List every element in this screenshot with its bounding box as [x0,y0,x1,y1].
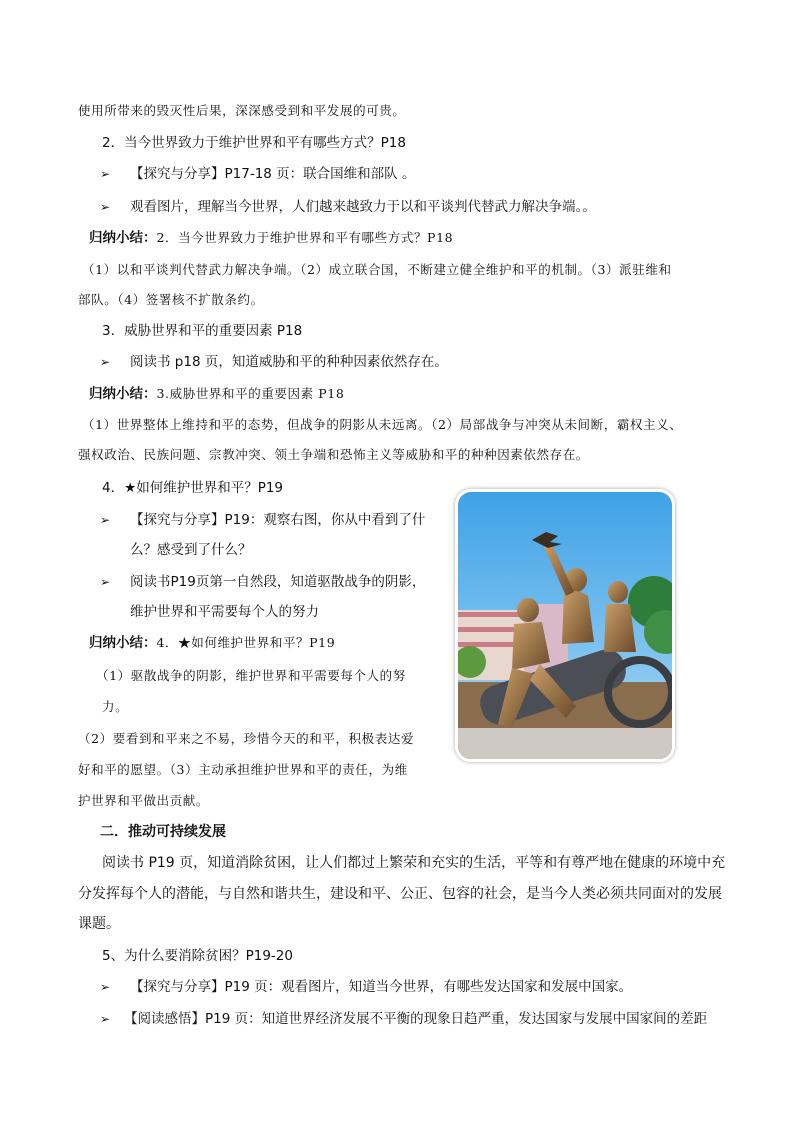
summary-line [89,633,335,653]
section-heading: 二．推动可持续发展 [100,824,226,840]
text-line: 使用所带来的毁灭性后果，深深感受到和平发展的可贵。 [78,103,406,118]
text-line: 阅读书 P19 页，知道消除贫困，让人们都过上繁荣和充实的生活，平等和有尊严地在健康的环境中充 [102,855,726,871]
question-heading: 4．★如何维护世界和平？P19 [102,480,284,496]
summary-title: 3.威胁世界和平的重要因素 P18 [156,386,345,401]
summary-title: 4．★如何维护世界和平？P19 [156,635,336,650]
text-line: 好和平的愿望。（3）主动承担维护世界和平的责任，为维 [78,762,408,777]
bullet-arrow-icon: ➢ [100,513,111,527]
bullet-arrow-icon: ➢ [100,980,111,994]
text-line: （1）驱散战争的阴影，维护世界和平需要每个人的努 [96,668,406,683]
text-line: 观看图片，理解当今世界，人们越来越致力于以和平谈判代替武力解决争端。。 [130,199,596,215]
text-line: （1）以和平谈判代替武力解决争端。（2）成立联合国，不断建立健全维护和平的机制。（3）派驻维和 [82,262,672,277]
text-line: 分发挥每个人的潜能，与自然和谐共生，建设和平、公正、包容的社会，是当今人类必须共同面对的发展 [78,886,722,902]
text-line: （2）要看到和平来之不易，珍惜今天的和平，积极表达爱 [78,731,415,746]
text-line: 课题。 [78,916,120,932]
question-heading: 2．当今世界致力于维护世界和平有哪些方式？P18 [102,135,406,151]
bullet-arrow-icon: ➢ [100,167,111,181]
peace-statue-photo [455,489,675,762]
summary-title: 2．当今世界致力于维护世界和平有哪些方式？P18 [156,230,454,245]
text-line: 【阅读感悟】P19 页：知道世界经济发展不平衡的现象日趋严重，发达国家与发展中国家间的差距 [124,1011,708,1027]
summary-label: 归纳小结： [89,635,157,651]
bullet-arrow-icon: ➢ [100,1012,111,1026]
summary-line [89,228,453,248]
text-line: 强权政治、民族问题、宗教冲突、领土争端和恐怖主义等威胁和平的种种因素依然存在。 [78,447,589,462]
text-line: 维护世界和平需要每个人的努力 [130,604,319,620]
text-line: 部队。（4）签署核不扩散条约。 [78,292,264,307]
text-line: 力。 [102,699,129,714]
summary-line [89,384,344,404]
summary-label: 归纳小结： [89,230,157,246]
bullet-arrow-icon: ➢ [100,355,111,369]
text-line: 护世界和平做出贡献。 [78,793,210,808]
text-line: 阅读书 p18 页，知道威胁和平的种种因素依然存在。 [130,354,448,370]
bullet-arrow-icon: ➢ [100,575,111,589]
text-line: 么？感受到了什么？ [130,542,252,558]
text-line: 【探究与分享】P19 页：观看图片，知道当今世界，有哪些发达国家和发展中国家。 [130,979,633,995]
summary-label: 归纳小结： [89,386,157,402]
text-line: （1）世界整体上维持和平的态势，但战争的阴影从未远离。（2）局部战争与冲突从未间断，霸权主义、 [82,417,683,432]
text-line: 【探究与分享】P19：观察右图，你从中看到了什 [130,512,426,528]
bullet-arrow-icon: ➢ [100,200,111,214]
question-heading: 3．威胁世界和平的重要因素 P18 [102,323,303,339]
statue-illustration [458,492,672,759]
text-line: 阅读书P19页第一自然段，知道驱散战争的阴影， [130,574,426,590]
text-line: 【探究与分享】P17-18 页：联合国维和部队 。 [130,166,416,182]
question-heading: 5、为什么要消除贫困？P19-20 [102,948,293,964]
